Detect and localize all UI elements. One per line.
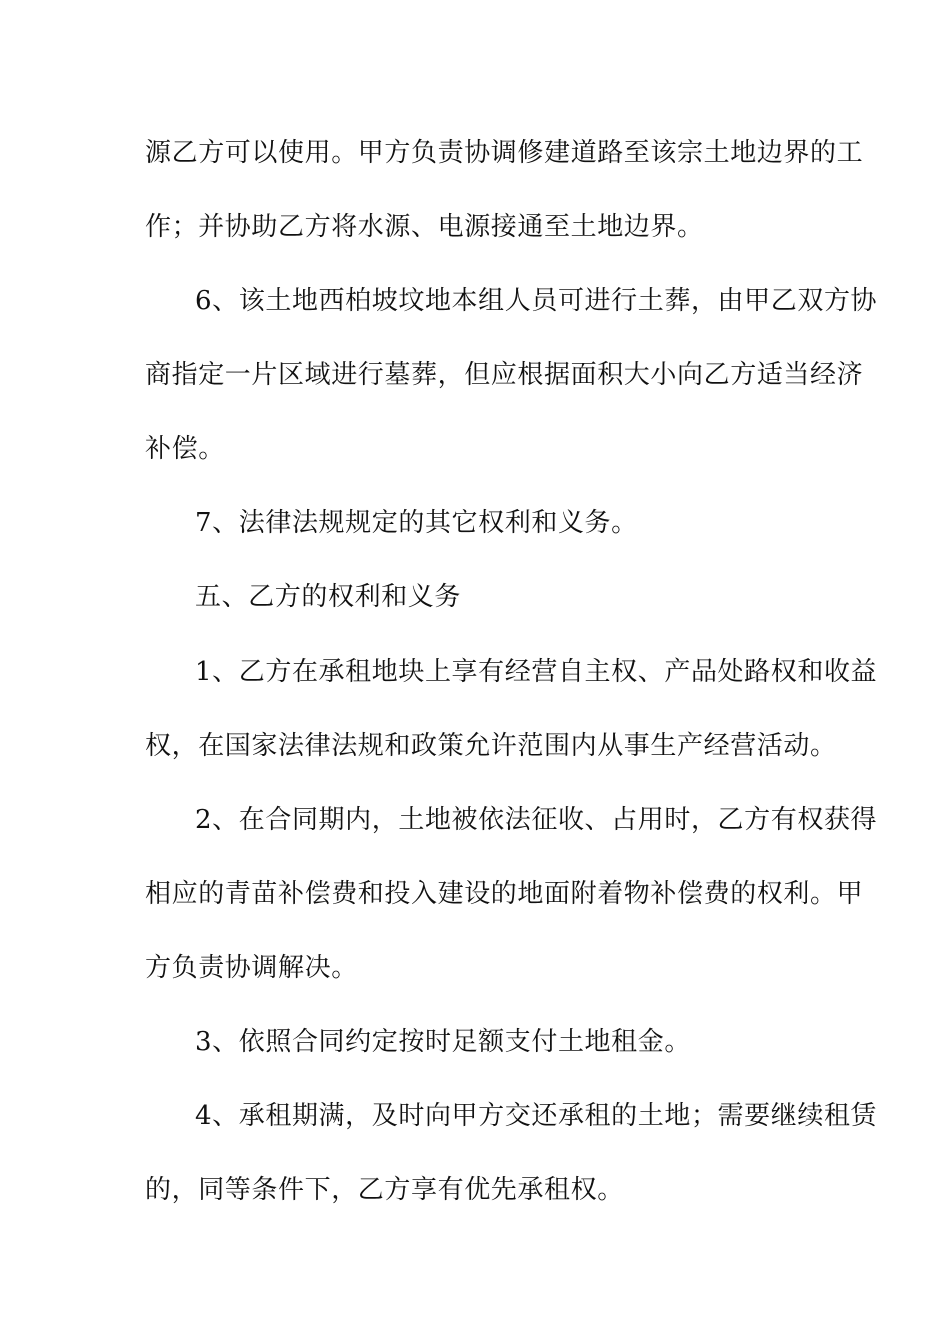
text-line: 补偿。 (145, 434, 225, 464)
section-heading: 五、乙方的权利和义务 (195, 582, 462, 612)
text-line: 3、依照合同约定按时足额支付土地租金。 (195, 1027, 691, 1057)
text-line: 2、在合同期内，土地被依法征收、占用时，乙方有权获得 (195, 805, 878, 835)
text-line: 权，在国家法律法规和政策允许范围内从事生产经营活动。 (145, 731, 837, 761)
text-line: 方负责协调解决。 (145, 953, 358, 983)
text-line: 7、法律法规规定的其它权利和义务。 (195, 508, 638, 538)
text-line: 1、乙方在承租地块上享有经营自主权、产品处路权和收益 (195, 657, 878, 687)
text-line: 的，同等条件下，乙方享有优先承租权。 (145, 1175, 624, 1205)
text-line: 源乙方可以使用。甲方负责协调修建道路至该宗土地边界的工 (145, 138, 864, 168)
text-line: 商指定一片区域进行墓葬，但应根据面积大小向乙方适当经济 (145, 360, 864, 390)
text-line: 相应的青苗补偿费和投入建设的地面附着物补偿费的权利。甲 (145, 879, 864, 909)
text-line: 6、该土地西柏坡坟地本组人员可进行土葬，由甲乙双方协 (195, 286, 878, 316)
text-line: 作；并协助乙方将水源、电源接通至土地边界。 (145, 212, 704, 242)
text-line: 4、承租期满，及时向甲方交还承租的土地；需要继续租赁 (195, 1101, 878, 1131)
